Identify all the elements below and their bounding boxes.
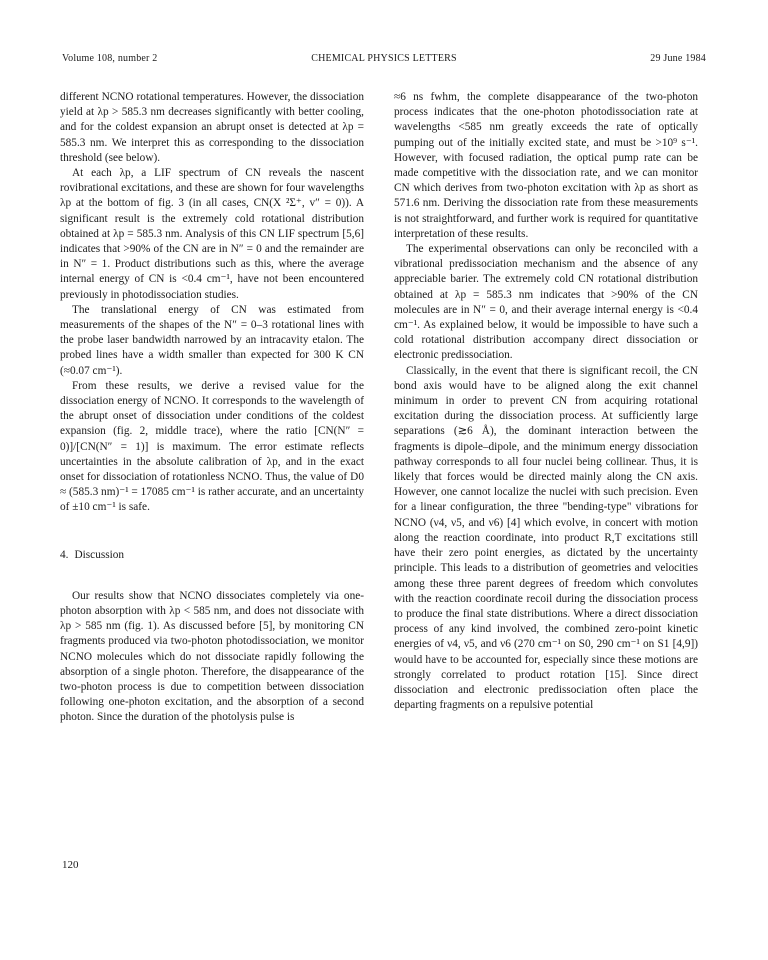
paragraph: Classically, in the event that there is significant recoil, the CN bond axis would have to be aligned along the exit channel minimum in order to prevent CN from acquiring rotational excitation during the dissociation process. At sufficiently large separations (≳6 Å), the dominant interaction between the fragments is dipole–dipole, and the minimum energy dissociation pathway corresponds to all four nuclei being collinear. Thus, it is likely that forces would be directed mainly along the CN axis. However, one cannot localize the nuclei with such precision. Even for a linear configuration, the three "bending-type" vibrations for NCNO (ν4, ν5, and ν6) [4] which evolve, in concert with motion along the reaction coordinate, into product R,T excitations still have their zero point energies, as dictated by the uncertainty principle. This leads to a distribution of geometries and velocities among these three parent degrees of freedom which convolutes with the reaction coordinate recoil during the dissociation process to produce the final state distributions. Where a direct dissociation process of any kind involved, the combined zero-point kinetic energies of ν4, ν5, and ν6 (270 cm⁻¹ on S0, 290 cm⁻¹ on S1 [4,9]) would have to be accounted for, especially since these motions are strongly correlated to product rotation [15]. Since direct dissociation and electronic predissociation often place the departing fragments on a repulsive potential <box>394 364 698 712</box>
left-column <box>60 90 364 726</box>
header-journal: CHEMICAL PHYSICS LETTERS <box>311 53 457 64</box>
paragraph: Our results show that NCNO dissociates completely via one-photon absorption with λp < 585 nm, and does not dissociate with λp > 585 nm (fig. 1). As discussed before [5], by monitoring CN fragments produced via two-photon photodissociation, we monitor NCNO molecules which do not dissociate rapidly following the absorption of a single photon. Therefore, the disappearance of the two-photon process is due to competition between dissociation following one-photon excitation, and the absorption of a second photon. Since the duration of the photolysis pulse is <box>60 589 364 724</box>
section-heading <box>60 548 364 563</box>
section-title: Discussion <box>74 548 125 561</box>
paragraph: At each λp, a LIF spectrum of CN reveals the nascent rovibrational excitations, and these are shown for four wavelengths λp at the bottom of fig. 3 (in all cases, CN(X ²Σ⁺, v″ = 0)). A significant result is the extremely cold rotational distribution obtained at λp = 585.3 nm. Analysis of this CN LIF spectrum [5,6] indicates that >90% of the CN are in N″ = 0 and the remainder are in N″ = 1. Product distributions such as this, where the average internal energy of CN is <0.4 cm⁻¹, have not been encountered previously in photodissociation studies. <box>60 167 364 301</box>
header-volume: Volume 108, number 2 <box>62 53 158 64</box>
running-header <box>62 52 706 68</box>
right-column <box>394 90 698 713</box>
paragraph: The translational energy of CN was estimated from measurements of the shapes of the N″ = 0–3 rotational lines with the probe laser bandwidth narrowed by an intracavity etalon. The probed lines have a width smaller than expected for 300 K CN (≈0.07 cm⁻¹). <box>60 303 364 377</box>
paragraph: From these results, we derive a revised value for the dissociation energy of NCNO. It corresponds to the wavelength of the abrupt onset of dissociation under conditions of the coldest expansion (fig. 2, middle trace), where the ratio [CN(N″ = 0)]/[CN(N″ = 1)] is maximum. The error estimate reflects uncertainties in the absolute calibration of λp, and in the exact onset for dissociation of rotationless NCNO. Thus, the value of D0 ≈ (585.3 nm)⁻¹ = 17085 cm⁻¹ is rather accurate, and an uncertainty of ±10 cm⁻¹ is safe. <box>60 379 364 514</box>
paragraph: The experimental observations can only be reconciled with a vibrational predissociation mechanism and the absence of any appreciable barier. The extremely cold CN rotational distribution obtained at λp = 585.3 nm indicates that >90% of the CN molecules are in N″ = 0, and their average internal energy is <0.4 cm⁻¹. As explained below, it would be impossible to have such a cold rotational distribution accompany direct dissociation or electronic predissociation. <box>394 243 698 362</box>
paragraph: different NCNO rotational temperatures. However, the dissociation yield at λp > 585.3 nm decreases significantly with better cooling, and for the coldest expansion an abrupt onset is detected at λp = 585.3 nm. We interpret this as corresponding to the dissociation threshold (see below). <box>60 91 364 164</box>
header-date: 29 June 1984 <box>650 53 706 64</box>
page-number: 120 <box>62 859 79 871</box>
paragraph: ≈6 ns fwhm, the complete disappearance of the two-photon process indicates that the one-photon photodissociation rate at wavelengths <585 nm greatly exceeds the rate of optically pumping out of the initially excited state, and must be >10⁹ s⁻¹. However, with focused radiation, the optical pump rate can be made competitive with the dissociation rate, and we can monitor CN which derives from two-photon excitation with λp as short as 571.6 nm. Deriving the dissociation rate from these measurements is not straightforward, and further work is required for quantitative interpretation of these results. <box>394 91 698 240</box>
section-number: 4. <box>60 548 69 561</box>
